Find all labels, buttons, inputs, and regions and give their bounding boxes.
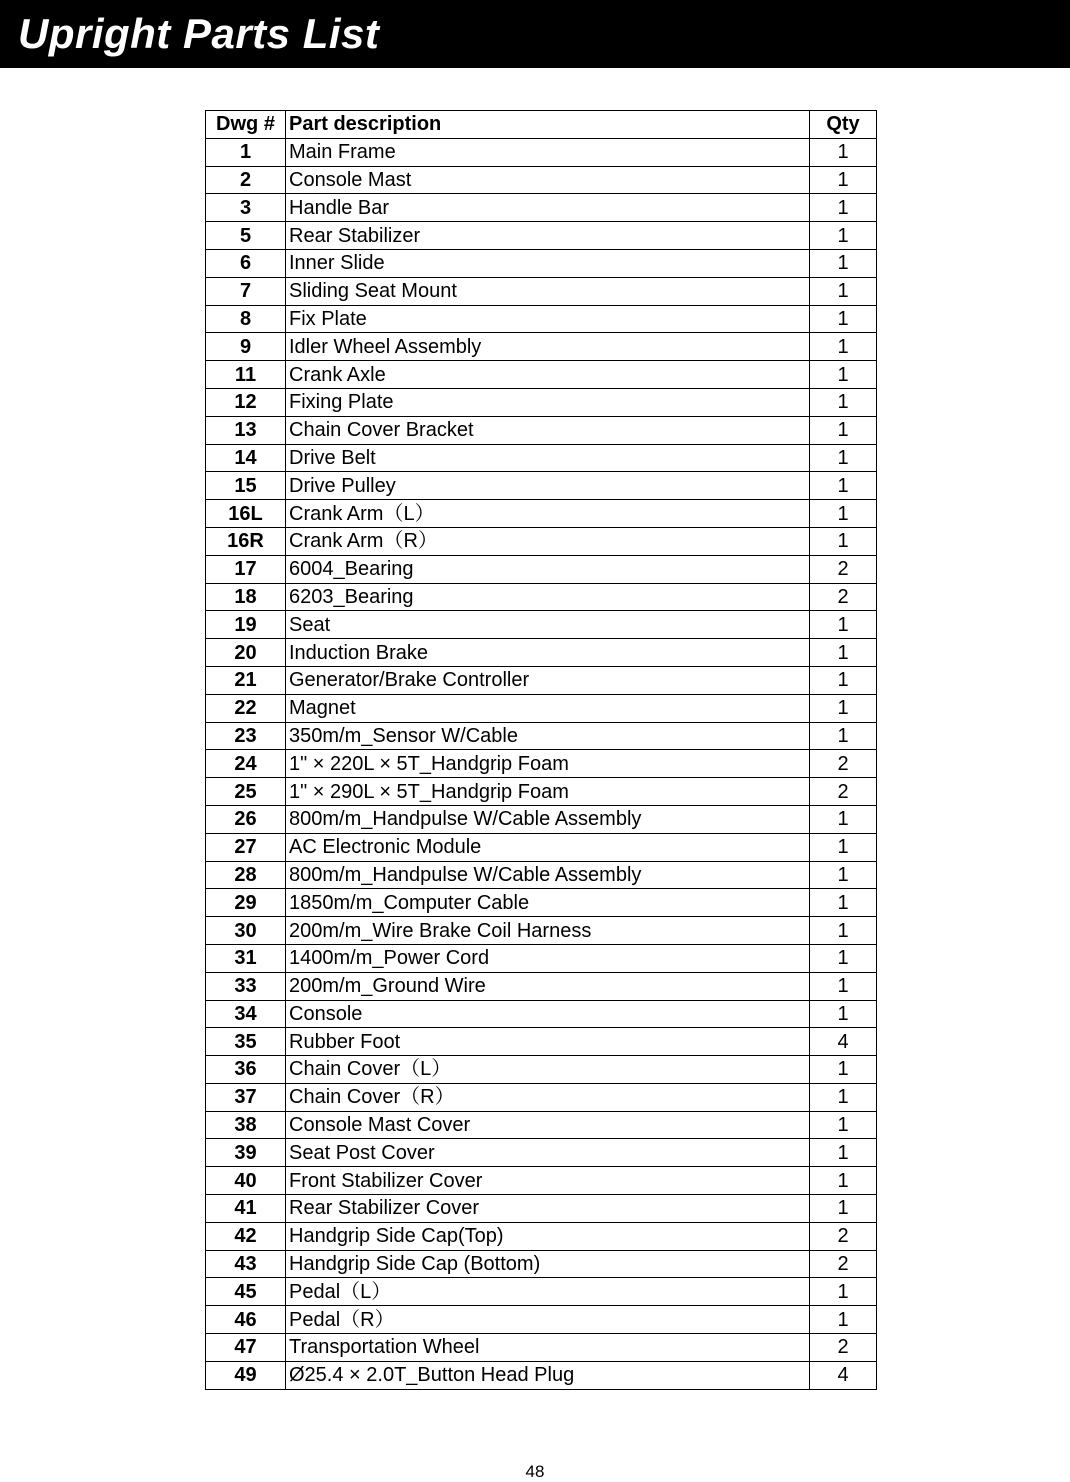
table-row xyxy=(206,611,877,639)
table-row xyxy=(206,249,877,277)
table-row xyxy=(206,722,877,750)
quantity: 1 xyxy=(810,917,877,945)
part-description: Magnet xyxy=(286,694,810,722)
table-row xyxy=(206,361,877,389)
quantity: 2 xyxy=(810,778,877,806)
dwg-number: 15 xyxy=(206,472,286,500)
dwg-number: 24 xyxy=(206,750,286,778)
dwg-number: 43 xyxy=(206,1250,286,1278)
table-row xyxy=(206,1028,877,1056)
part-description: Sliding Seat Mount xyxy=(286,277,810,305)
table-row xyxy=(206,472,877,500)
part-description: Seat xyxy=(286,611,810,639)
part-description: Handgrip Side Cap (Bottom) xyxy=(286,1250,810,1278)
quantity: 1 xyxy=(810,694,877,722)
part-description: 1" × 220L × 5T_Handgrip Foam xyxy=(286,750,810,778)
table-row xyxy=(206,1250,877,1278)
table-row xyxy=(206,583,877,611)
table-row xyxy=(206,972,877,1000)
dwg-number: 33 xyxy=(206,972,286,1000)
part-description: Transportation Wheel xyxy=(286,1334,810,1362)
dwg-number: 9 xyxy=(206,333,286,361)
part-description: Rubber Foot xyxy=(286,1028,810,1056)
dwg-number: 47 xyxy=(206,1334,286,1362)
part-description: Idler Wheel Assembly xyxy=(286,333,810,361)
part-description: 1850m/m_Computer Cable xyxy=(286,889,810,917)
dwg-number: 14 xyxy=(206,444,286,472)
table-row xyxy=(206,444,877,472)
table-row xyxy=(206,1278,877,1306)
dwg-number: 16L xyxy=(206,500,286,528)
table-row xyxy=(206,1334,877,1362)
dwg-number: 39 xyxy=(206,1139,286,1167)
table-row xyxy=(206,527,877,555)
dwg-number: 21 xyxy=(206,666,286,694)
quantity: 1 xyxy=(810,1306,877,1334)
table-row xyxy=(206,138,877,166)
table-row xyxy=(206,500,877,528)
quantity: 1 xyxy=(810,444,877,472)
part-description: 800m/m_Handpulse W/Cable Assembly xyxy=(286,805,810,833)
dwg-number: 41 xyxy=(206,1195,286,1223)
part-description: Front Stabilizer Cover xyxy=(286,1167,810,1195)
dwg-number: 34 xyxy=(206,1000,286,1028)
table-row xyxy=(206,1139,877,1167)
table-row xyxy=(206,166,877,194)
dwg-number: 35 xyxy=(206,1028,286,1056)
table-row xyxy=(206,1167,877,1195)
part-description: Fixing Plate xyxy=(286,388,810,416)
quantity: 1 xyxy=(810,889,877,917)
quantity: 1 xyxy=(810,333,877,361)
table-row xyxy=(206,1000,877,1028)
dwg-number: 19 xyxy=(206,611,286,639)
part-description: Fix Plate xyxy=(286,305,810,333)
quantity: 2 xyxy=(810,583,877,611)
part-description: 200m/m_Ground Wire xyxy=(286,972,810,1000)
dwg-number: 17 xyxy=(206,555,286,583)
quantity: 1 xyxy=(810,1056,877,1084)
dwg-number: 5 xyxy=(206,222,286,250)
table-row xyxy=(206,639,877,667)
quantity: 1 xyxy=(810,527,877,555)
table-row xyxy=(206,1222,877,1250)
part-description: 1400m/m_Power Cord xyxy=(286,944,810,972)
part-description: Crank Arm（R） xyxy=(286,527,810,555)
part-description: Console Mast Cover xyxy=(286,1111,810,1139)
table-row xyxy=(206,194,877,222)
table-row xyxy=(206,1111,877,1139)
dwg-number: 13 xyxy=(206,416,286,444)
part-description: Ø25.4 × 2.0T_Button Head Plug xyxy=(286,1361,810,1389)
dwg-number: 31 xyxy=(206,944,286,972)
part-description: Pedal（L） xyxy=(286,1278,810,1306)
part-description: 6004_Bearing xyxy=(286,555,810,583)
table-row xyxy=(206,778,877,806)
quantity: 1 xyxy=(810,277,877,305)
quantity: 1 xyxy=(810,222,877,250)
part-description: Chain Cover（R） xyxy=(286,1083,810,1111)
part-description: 1" × 290L × 5T_Handgrip Foam xyxy=(286,778,810,806)
dwg-number: 37 xyxy=(206,1083,286,1111)
dwg-number: 3 xyxy=(206,194,286,222)
dwg-number: 11 xyxy=(206,361,286,389)
dwg-number: 7 xyxy=(206,277,286,305)
part-description: Inner Slide xyxy=(286,249,810,277)
quantity: 1 xyxy=(810,1111,877,1139)
quantity: 1 xyxy=(810,944,877,972)
part-description: Rear Stabilizer Cover xyxy=(286,1195,810,1223)
part-description: Main Frame xyxy=(286,138,810,166)
quantity: 1 xyxy=(810,194,877,222)
part-description: Pedal（R） xyxy=(286,1306,810,1334)
part-description: AC Electronic Module xyxy=(286,833,810,861)
table-row xyxy=(206,555,877,583)
part-description: 350m/m_Sensor W/Cable xyxy=(286,722,810,750)
dwg-number: 16R xyxy=(206,527,286,555)
part-description: Chain Cover Bracket xyxy=(286,416,810,444)
header-qty: Qty xyxy=(810,111,877,139)
table-row xyxy=(206,333,877,361)
dwg-number: 26 xyxy=(206,805,286,833)
part-description: Drive Belt xyxy=(286,444,810,472)
table-row xyxy=(206,1361,877,1389)
quantity: 1 xyxy=(810,249,877,277)
quantity: 1 xyxy=(810,1000,877,1028)
part-description: Console xyxy=(286,1000,810,1028)
part-description: Induction Brake xyxy=(286,639,810,667)
part-description: Crank Axle xyxy=(286,361,810,389)
quantity: 1 xyxy=(810,833,877,861)
dwg-number: 40 xyxy=(206,1167,286,1195)
quantity: 1 xyxy=(810,1083,877,1111)
parts-table xyxy=(205,110,877,1390)
quantity: 1 xyxy=(810,861,877,889)
header-dwg: Dwg # xyxy=(206,111,286,139)
dwg-number: 46 xyxy=(206,1306,286,1334)
quantity: 1 xyxy=(810,666,877,694)
part-description: Handle Bar xyxy=(286,194,810,222)
parts-table-body xyxy=(206,138,877,1389)
dwg-number: 18 xyxy=(206,583,286,611)
part-description: 800m/m_Handpulse W/Cable Assembly xyxy=(286,861,810,889)
dwg-number: 22 xyxy=(206,694,286,722)
quantity: 1 xyxy=(810,722,877,750)
table-row xyxy=(206,1083,877,1111)
dwg-number: 8 xyxy=(206,305,286,333)
quantity: 1 xyxy=(810,472,877,500)
quantity: 1 xyxy=(810,972,877,1000)
part-description: Drive Pulley xyxy=(286,472,810,500)
quantity: 1 xyxy=(810,1278,877,1306)
part-description: Seat Post Cover xyxy=(286,1139,810,1167)
table-row xyxy=(206,750,877,778)
part-description: Handgrip Side Cap(Top) xyxy=(286,1222,810,1250)
part-description: Chain Cover（L） xyxy=(286,1056,810,1084)
quantity: 1 xyxy=(810,805,877,833)
quantity: 2 xyxy=(810,1250,877,1278)
table-row xyxy=(206,222,877,250)
table-row xyxy=(206,277,877,305)
part-description: Generator/Brake Controller xyxy=(286,666,810,694)
title-bar xyxy=(0,0,1070,68)
dwg-number: 2 xyxy=(206,166,286,194)
table-row xyxy=(206,305,877,333)
quantity: 1 xyxy=(810,166,877,194)
dwg-number: 23 xyxy=(206,722,286,750)
part-description: Crank Arm（L） xyxy=(286,500,810,528)
dwg-number: 27 xyxy=(206,833,286,861)
part-description: 200m/m_Wire Brake Coil Harness xyxy=(286,917,810,945)
quantity: 1 xyxy=(810,1167,877,1195)
quantity: 1 xyxy=(810,416,877,444)
table-row xyxy=(206,917,877,945)
quantity: 1 xyxy=(810,388,877,416)
quantity: 1 xyxy=(810,361,877,389)
table-row xyxy=(206,833,877,861)
quantity: 4 xyxy=(810,1028,877,1056)
table-row xyxy=(206,1195,877,1223)
quantity: 1 xyxy=(810,500,877,528)
dwg-number: 28 xyxy=(206,861,286,889)
table-row xyxy=(206,694,877,722)
dwg-number: 30 xyxy=(206,917,286,945)
dwg-number: 49 xyxy=(206,1361,286,1389)
table-row xyxy=(206,666,877,694)
table-row xyxy=(206,1306,877,1334)
quantity: 2 xyxy=(810,555,877,583)
dwg-number: 1 xyxy=(206,138,286,166)
quantity: 1 xyxy=(810,305,877,333)
page-number: 48 xyxy=(525,1462,545,1481)
quantity: 1 xyxy=(810,639,877,667)
quantity: 1 xyxy=(810,1139,877,1167)
header-description: Part description xyxy=(286,111,810,139)
dwg-number: 25 xyxy=(206,778,286,806)
dwg-number: 6 xyxy=(206,249,286,277)
quantity: 1 xyxy=(810,138,877,166)
table-row xyxy=(206,1056,877,1084)
quantity: 2 xyxy=(810,1334,877,1362)
quantity: 2 xyxy=(810,1222,877,1250)
table-header-row xyxy=(206,111,877,139)
table-row xyxy=(206,861,877,889)
page-title: Upright Parts List xyxy=(18,10,380,57)
quantity: 2 xyxy=(810,750,877,778)
dwg-number: 12 xyxy=(206,388,286,416)
dwg-number: 45 xyxy=(206,1278,286,1306)
quantity: 1 xyxy=(810,1195,877,1223)
dwg-number: 20 xyxy=(206,639,286,667)
table-row xyxy=(206,805,877,833)
quantity: 1 xyxy=(810,611,877,639)
dwg-number: 38 xyxy=(206,1111,286,1139)
dwg-number: 42 xyxy=(206,1222,286,1250)
table-row xyxy=(206,416,877,444)
table-row xyxy=(206,944,877,972)
table-row xyxy=(206,889,877,917)
part-description: Console Mast xyxy=(286,166,810,194)
table-row xyxy=(206,388,877,416)
dwg-number: 29 xyxy=(206,889,286,917)
quantity: 4 xyxy=(810,1361,877,1389)
dwg-number: 36 xyxy=(206,1056,286,1084)
part-description: 6203_Bearing xyxy=(286,583,810,611)
part-description: Rear Stabilizer xyxy=(286,222,810,250)
